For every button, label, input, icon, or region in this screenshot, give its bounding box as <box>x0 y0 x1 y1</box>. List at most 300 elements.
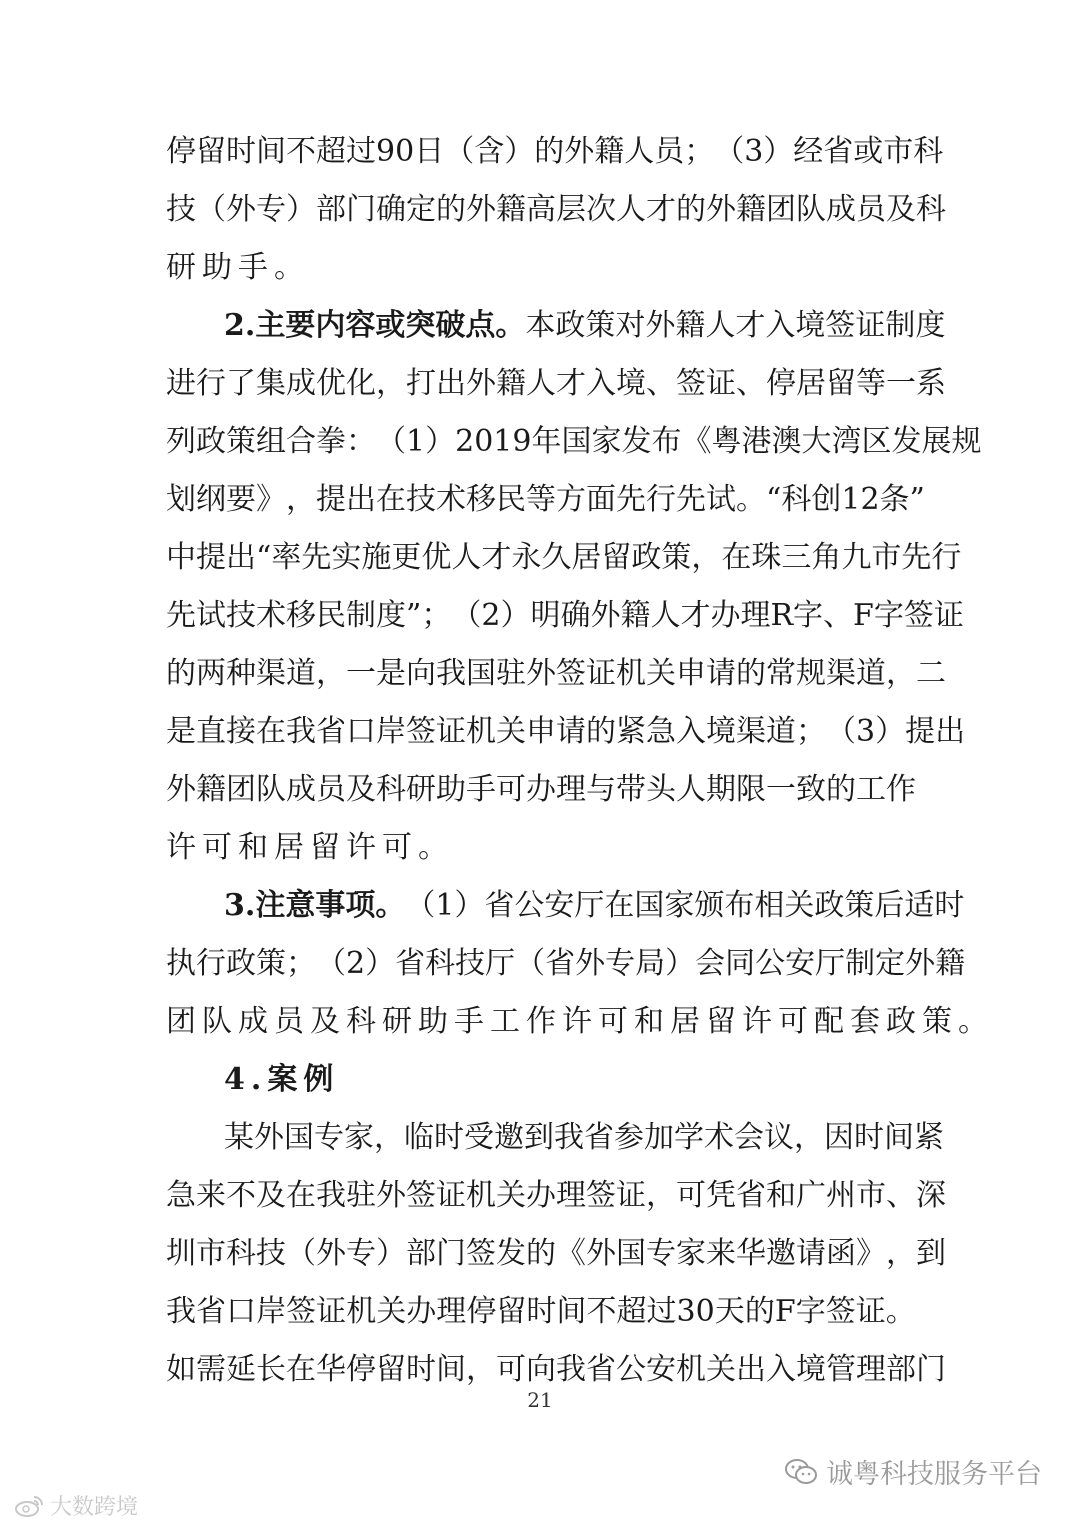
glyph: 时 <box>226 134 256 169</box>
glyph: 省 <box>586 1352 616 1387</box>
glyph: 证 <box>436 1178 466 1213</box>
glyph: 先 <box>166 598 196 633</box>
glyph: 理 <box>436 1294 467 1329</box>
glyph: 市 <box>196 1236 226 1271</box>
glyph: 办 <box>710 598 741 633</box>
glyph: 及 <box>346 772 376 807</box>
glyph: 区 <box>861 424 892 459</box>
glyph: 接 <box>226 714 256 749</box>
glyph: 不 <box>586 1294 617 1329</box>
glyph: 人 <box>451 540 482 575</box>
glyph: 定 <box>875 946 906 981</box>
glyph: 证 <box>316 1294 347 1329</box>
glyph: 同 <box>725 946 756 981</box>
text-line <box>166 1109 944 1167</box>
text-line <box>166 993 994 1051</box>
glyph: 政 <box>631 540 662 575</box>
glyph: 省 <box>395 946 426 981</box>
text-line <box>166 761 916 819</box>
glyph: 2 <box>481 598 501 633</box>
glyph: （ <box>444 134 475 169</box>
glyph: 家 <box>664 888 695 923</box>
glyph: 居 <box>571 540 602 575</box>
glyph: 市 <box>883 134 914 169</box>
glyph: 机 <box>676 1352 706 1387</box>
glyph: 延 <box>226 1352 256 1387</box>
glyph: 优 <box>421 540 452 575</box>
line-text: 团队成员及科研助手工作许可和居留许可配套政策。 <box>166 1004 994 1039</box>
glyph: 外 <box>526 656 556 691</box>
glyph: 带 <box>616 772 646 807</box>
glyph: 度 <box>915 308 946 343</box>
glyph: 籍 <box>496 192 526 227</box>
glyph: 三 <box>781 540 812 575</box>
glyph: 在 <box>604 888 635 923</box>
glyph: 、 <box>886 1178 916 1213</box>
glyph: 二 <box>916 656 946 691</box>
glyph: “ <box>766 482 782 517</box>
glyph: 停 <box>166 134 196 169</box>
glyph: 破 <box>435 308 466 343</box>
glyph: 出 <box>436 366 466 401</box>
text-line <box>166 1225 946 1283</box>
glyph: 集 <box>256 366 286 401</box>
glyph: 签 <box>676 366 706 401</box>
glyph: 紧 <box>914 1120 944 1155</box>
text-line <box>166 413 982 471</box>
glyph: 部 <box>406 1236 436 1271</box>
glyph: 永 <box>511 540 542 575</box>
glyph: 政 <box>196 424 226 459</box>
glyph: ： <box>346 424 376 459</box>
glyph: 我 <box>166 1294 196 1329</box>
glyph: 、 <box>736 366 766 401</box>
weibo-watermark <box>14 1490 138 1521</box>
glyph: 国 <box>616 1236 646 1271</box>
glyph: 定 <box>406 192 436 227</box>
glyph: 证 <box>436 714 466 749</box>
glyph: ， <box>886 1236 916 1271</box>
glyph: 中 <box>166 540 196 575</box>
glyph: 办 <box>526 1178 556 1213</box>
text-line <box>166 297 946 355</box>
glyph: 外 <box>254 1120 284 1155</box>
glyph: 岸 <box>256 1294 287 1329</box>
glyph: 头 <box>646 772 676 807</box>
glyph: 港 <box>741 424 772 459</box>
glyph: 外 <box>905 946 936 981</box>
glyph: 含 <box>474 134 505 169</box>
glyph: 外 <box>376 1178 406 1213</box>
glyph: 外 <box>586 1236 616 1271</box>
glyph: ） <box>500 598 531 633</box>
glyph: （ <box>714 134 745 169</box>
glyph: 发 <box>891 424 922 459</box>
glyph: 、 <box>646 366 676 401</box>
glyph: 才 <box>556 366 586 401</box>
glyph: 科 <box>916 192 946 227</box>
glyph: 适 <box>904 888 935 923</box>
glyph: 制 <box>845 946 876 981</box>
glyph: 我 <box>554 1120 584 1155</box>
glyph: 及 <box>886 192 916 227</box>
glyph: 在 <box>286 1178 316 1213</box>
glyph: 我 <box>436 656 466 691</box>
glyph: 留 <box>601 540 632 575</box>
wechat-watermark <box>784 1452 1042 1491</box>
glyph: 停 <box>466 1294 497 1329</box>
glyph: 限 <box>736 772 766 807</box>
glyph: 策 <box>226 424 256 459</box>
glyph: 9 <box>512 424 532 459</box>
glyph: 省 <box>196 1294 227 1329</box>
glyph: 0 <box>395 134 415 169</box>
glyph: 专 <box>605 946 636 981</box>
glyph: 理 <box>556 1178 586 1213</box>
glyph: 的 <box>676 192 706 227</box>
text-line <box>166 181 946 239</box>
glyph: 家 <box>344 1120 374 1155</box>
glyph: 技 <box>406 482 436 517</box>
glyph: 时 <box>406 1352 436 1387</box>
glyph: 种 <box>226 656 256 691</box>
glyph: 华 <box>316 1352 346 1387</box>
glyph: 度 <box>376 598 406 633</box>
glyph: 会 <box>734 1120 764 1155</box>
glyph: 邀 <box>494 1120 524 1155</box>
glyph: 函 <box>826 1236 856 1271</box>
glyph: 省 <box>584 1120 614 1155</box>
glyph: 策 <box>844 888 875 923</box>
glyph: 超 <box>316 134 346 169</box>
glyph: 留 <box>496 1294 527 1329</box>
glyph: 字 <box>793 598 824 633</box>
glyph: 门 <box>916 1352 946 1387</box>
glyph: 员 <box>316 772 346 807</box>
glyph: ， <box>316 656 346 691</box>
glyph: 籍 <box>675 308 706 343</box>
glyph: 因 <box>824 1120 854 1155</box>
glyph: 部 <box>316 192 346 227</box>
glyph: 外 <box>590 598 621 633</box>
glyph: 主 <box>255 308 286 343</box>
glyph: F <box>774 1294 796 1329</box>
glyph: 先 <box>901 540 932 575</box>
glyph: 境 <box>616 366 646 401</box>
glyph: 时 <box>434 1120 464 1155</box>
glyph: 机 <box>466 714 496 749</box>
glyph: 技 <box>256 1236 286 1271</box>
glyph: 人 <box>624 134 655 169</box>
glyph: 外 <box>226 192 256 227</box>
glyph: （ <box>286 1236 316 1271</box>
glyph: 籍 <box>196 772 226 807</box>
glyph: 渠 <box>256 656 286 691</box>
glyph: 科 <box>913 134 944 169</box>
glyph: 移 <box>286 598 316 633</box>
glyph: 籍 <box>594 134 625 169</box>
glyph: 0 <box>474 424 494 459</box>
glyph: 学 <box>674 1120 704 1155</box>
glyph: 外 <box>564 134 595 169</box>
glyph: 的 <box>744 1294 775 1329</box>
glyph: 9 <box>376 134 396 169</box>
glyph: 紧 <box>616 714 646 749</box>
glyph: 划 <box>166 482 196 517</box>
glyph: . <box>244 888 256 923</box>
glyph: 急 <box>646 714 676 749</box>
glyph: 证 <box>616 1178 646 1213</box>
glyph: 率 <box>271 540 302 575</box>
glyph: “ <box>256 540 272 575</box>
glyph: 不 <box>226 1178 256 1213</box>
glyph: 关 <box>784 888 815 923</box>
glyph: 时 <box>934 888 965 923</box>
glyph: 行 <box>196 946 226 981</box>
glyph: R <box>770 598 794 633</box>
glyph: 可 <box>676 1178 706 1213</box>
glyph: 受 <box>464 1120 494 1155</box>
glyph: 工 <box>856 772 886 807</box>
glyph: 请 <box>796 1236 826 1271</box>
glyph: 停 <box>766 366 796 401</box>
glyph: 《 <box>556 1236 586 1271</box>
glyph: 国 <box>466 656 496 691</box>
glyph: 省 <box>545 946 576 981</box>
glyph: 作 <box>886 772 916 807</box>
section-heading: 4.案例 <box>224 1062 340 1097</box>
glyph: 大 <box>801 424 832 459</box>
glyph: . <box>244 308 256 343</box>
glyph: 人 <box>705 308 736 343</box>
glyph: 后 <box>874 888 905 923</box>
glyph: 1 <box>841 482 861 517</box>
glyph: 外 <box>706 192 736 227</box>
glyph: ） <box>365 946 396 981</box>
text-line <box>166 123 944 181</box>
glyph: 机 <box>616 656 646 691</box>
glyph: 事 <box>315 888 346 923</box>
glyph: 门 <box>346 192 376 227</box>
glyph: 人 <box>526 366 556 401</box>
glyph: 科 <box>781 482 812 517</box>
text-line <box>166 1167 946 1225</box>
glyph: 天 <box>714 1294 745 1329</box>
glyph: ） <box>376 1236 406 1271</box>
glyph: 策 <box>256 946 286 981</box>
glyph: 3 <box>676 1294 696 1329</box>
glyph: 申 <box>526 714 556 749</box>
text-line <box>166 877 965 935</box>
glyph: 发 <box>496 1236 526 1271</box>
glyph: 突 <box>405 308 436 343</box>
glyph: 向 <box>526 1352 556 1387</box>
glyph: 条 <box>879 482 910 517</box>
glyph: 。 <box>375 888 406 923</box>
text-line <box>166 471 925 529</box>
glyph: 签 <box>556 656 586 691</box>
glyph: 国 <box>284 1120 314 1155</box>
glyph: 渠 <box>826 656 856 691</box>
glyph: 展 <box>921 424 952 459</box>
glyph: 成 <box>286 772 316 807</box>
glyph: （ <box>826 714 856 749</box>
glyph: 期 <box>706 772 736 807</box>
glyph: 理 <box>856 1352 886 1387</box>
glyph: 要 <box>226 482 256 517</box>
glyph: 经 <box>793 134 824 169</box>
glyph: 规 <box>951 424 982 459</box>
glyph: 凭 <box>706 1178 736 1213</box>
glyph: 国 <box>634 888 665 923</box>
glyph: ， <box>794 1120 824 1155</box>
glyph: 0 <box>695 1294 715 1329</box>
glyph: 厅 <box>574 888 605 923</box>
glyph: 厅 <box>485 946 516 981</box>
glyph: ； <box>421 598 452 633</box>
glyph: 留 <box>826 366 856 401</box>
glyph: 是 <box>376 656 406 691</box>
glyph: ； <box>796 714 826 749</box>
glyph: 道 <box>286 656 316 691</box>
glyph: ） <box>504 134 535 169</box>
glyph: ） <box>763 134 794 169</box>
glyph: 布 <box>724 888 755 923</box>
glyph: 直 <box>196 714 226 749</box>
glyph: 公 <box>616 1352 646 1387</box>
glyph: 外 <box>466 192 496 227</box>
glyph: 一 <box>766 772 796 807</box>
glyph: 国 <box>561 424 592 459</box>
glyph: 人 <box>650 598 681 633</box>
body-text <box>166 123 994 1399</box>
glyph: 间 <box>884 1120 914 1155</box>
glyph: 签 <box>825 1294 856 1329</box>
glyph: （ <box>451 598 482 633</box>
glyph: 手 <box>466 772 496 807</box>
text-line <box>166 645 946 703</box>
text-line <box>166 587 964 645</box>
glyph: 专 <box>256 192 286 227</box>
glyph: 次 <box>586 192 616 227</box>
glyph: 市 <box>856 1178 886 1213</box>
glyph: 签 <box>825 308 856 343</box>
glyph: 技 <box>166 192 196 227</box>
glyph: 出 <box>346 482 376 517</box>
glyph: 字 <box>795 1294 826 1329</box>
glyph: 安 <box>785 946 816 981</box>
glyph: 和 <box>766 1178 796 1213</box>
glyph: 我 <box>556 1352 586 1387</box>
glyph: 长 <box>256 1352 286 1387</box>
glyph: 才 <box>481 540 512 575</box>
glyph: 办 <box>406 1294 437 1329</box>
glyph: ） <box>286 192 316 227</box>
glyph: 的 <box>586 714 616 749</box>
glyph: 外 <box>575 946 606 981</box>
glyph: ； <box>286 946 316 981</box>
wechat-icon <box>784 1457 818 1487</box>
glyph: 的 <box>166 656 196 691</box>
glyph: 关 <box>496 1178 526 1213</box>
line-text: 研助手。 <box>166 250 310 285</box>
glyph: 内 <box>315 308 346 343</box>
glyph: 在 <box>721 540 752 575</box>
glyph: 面 <box>586 482 616 517</box>
glyph: 籍 <box>496 366 526 401</box>
glyph: 科 <box>425 946 456 981</box>
glyph: 纲 <box>196 482 226 517</box>
glyph: 在 <box>256 714 286 749</box>
glyph: 澳 <box>771 424 802 459</box>
glyph: （ <box>405 888 436 923</box>
glyph: 1 <box>435 888 455 923</box>
glyph: 颁 <box>694 888 725 923</box>
glyph: 项 <box>345 888 376 923</box>
glyph: 相 <box>754 888 785 923</box>
text-line <box>166 529 962 587</box>
text-line <box>166 239 916 297</box>
glyph: 日 <box>414 134 445 169</box>
glyph: 专 <box>346 1236 376 1271</box>
glyph: 团 <box>766 192 796 227</box>
glyph: 》 <box>856 1236 886 1271</box>
glyph: 机 <box>466 1178 496 1213</box>
glyph: 来 <box>706 1236 736 1271</box>
glyph: 停 <box>346 1352 376 1387</box>
glyph: 字 <box>873 598 904 633</box>
glyph: 高 <box>526 192 556 227</box>
glyph: 入 <box>766 1352 796 1387</box>
glyph: 安 <box>544 888 575 923</box>
text-line <box>166 819 916 877</box>
glyph: 优 <box>316 366 346 401</box>
glyph: ” <box>909 482 925 517</box>
glyph: 的 <box>826 772 856 807</box>
glyph: 道 <box>856 656 886 691</box>
glyph: 省 <box>736 1178 766 1213</box>
glyph: 化 <box>346 366 376 401</box>
weibo-account-name: 大数跨境 <box>50 1495 139 1520</box>
glyph: 与 <box>586 772 616 807</box>
glyph: 成 <box>826 192 856 227</box>
glyph: 更 <box>391 540 422 575</box>
weibo-icon <box>14 1494 44 1518</box>
glyph: F <box>853 598 874 633</box>
glyph: 签 <box>903 598 934 633</box>
wechat-account-name: 诚粤科技服务平台 <box>826 1459 1042 1490</box>
glyph: 境 <box>795 308 826 343</box>
glyph: 的 <box>436 192 466 227</box>
glyph: 》 <box>256 482 286 517</box>
glyph: 提 <box>905 714 936 749</box>
glyph: 加 <box>644 1120 674 1155</box>
line-text: 许可和居留许可。 <box>166 830 454 865</box>
glyph: 确 <box>560 598 591 633</box>
glyph: 在 <box>376 482 406 517</box>
glyph: 华 <box>736 1236 766 1271</box>
glyph: 列 <box>166 424 196 459</box>
glyph: 术 <box>256 598 286 633</box>
glyph: 湾 <box>831 424 862 459</box>
glyph: 制 <box>346 598 376 633</box>
glyph: 入 <box>676 714 706 749</box>
glyph: 队 <box>256 772 286 807</box>
glyph: 人 <box>616 192 646 227</box>
glyph: 2 <box>346 946 366 981</box>
glyph: 或 <box>853 134 884 169</box>
glyph: 来 <box>196 1178 226 1213</box>
